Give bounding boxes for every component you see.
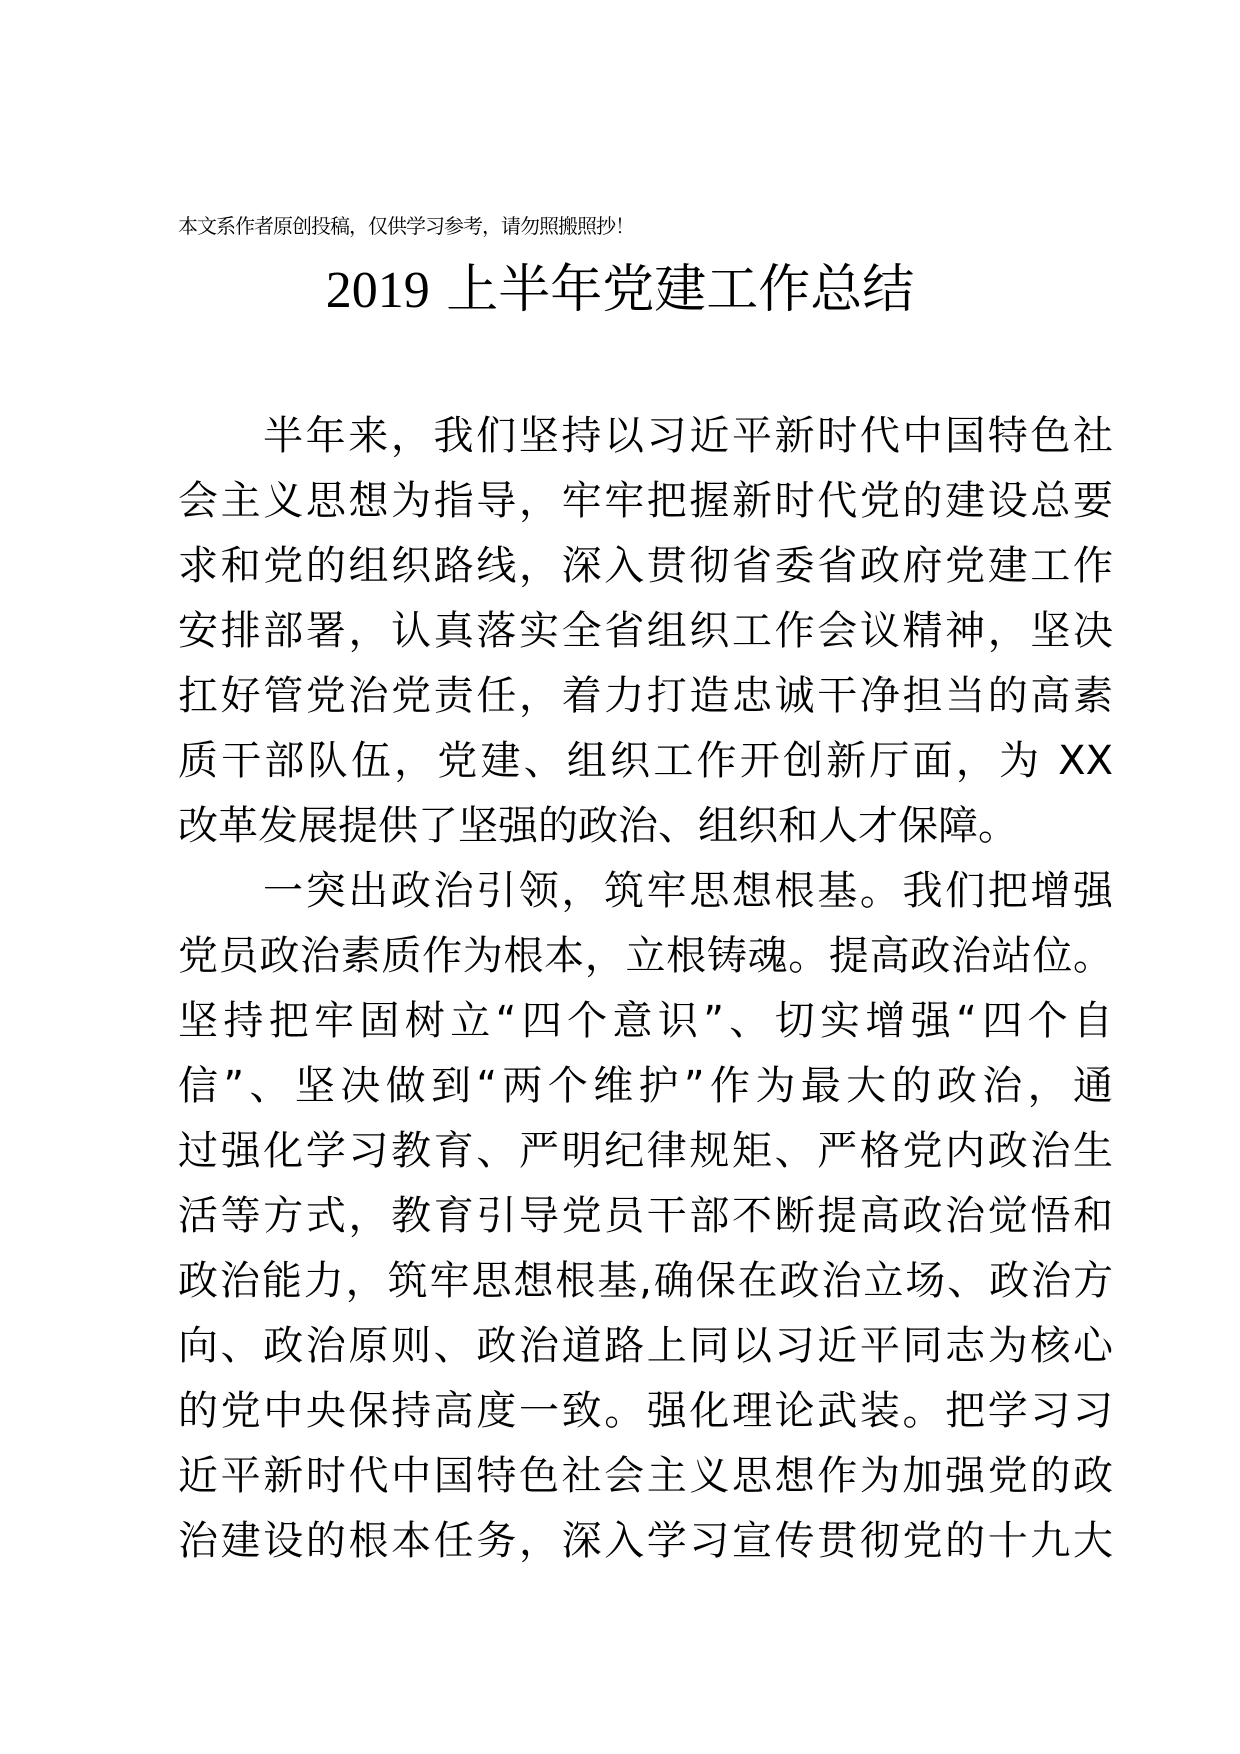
body-line: 坚持把牢固树立“四个意识”、切实增强“四个自	[178, 998, 1113, 1044]
body-line: 改革发展提供了坚强的政治、组织和人才保障。	[178, 803, 1018, 849]
body-line: 安排部署，认真落实全省组织工作会议精神，坚决	[178, 608, 1113, 654]
body-line: 质干部队伍，党建、组织工作开创新厅面，为 XX	[178, 738, 1113, 784]
body-line: 向、政治原则、政治道路上同以习近平同志为核心	[178, 1323, 1113, 1369]
body-line: 信”、坚决做到“两个维护”作为最大的政治，通	[178, 1063, 1113, 1109]
body-line: 会主义思想为指导，牢牢把握新时代党的建设总要	[178, 478, 1113, 524]
title-text: 上半年党建工作总结	[446, 260, 915, 320]
body-line: 一突出政治引领，筑牢思想根基。我们把增强	[263, 868, 1113, 914]
body-line: 求和党的组织路线，深入贯彻省委省政府党建工作	[178, 543, 1113, 589]
document-body	[178, 404, 1113, 1574]
copyright-notice: 本文系作者原创投稿，仅供学习参考，请勿照搬照抄！	[178, 214, 634, 238]
document-title	[0, 258, 1240, 323]
body-line: 政治能力，筑牢思想根基,确保在政治立场、政治方	[178, 1258, 1113, 1304]
body-line: 党员政治素质作为根本，立根铸魂。提高政治站位。	[178, 933, 1113, 979]
body-line: 治建设的根本任务，深入学习宣传贯彻党的十九大	[178, 1518, 1113, 1564]
body-line: 扛好管党治党责任，着力打造忠诚干净担当的高素	[178, 673, 1113, 719]
body-line: 的党中央保持高度一致。强化理论武装。把学习习	[178, 1388, 1113, 1434]
title-year: 2019	[325, 262, 430, 319]
body-line: 半年来，我们坚持以习近平新时代中国特色社	[263, 413, 1113, 459]
body-line: 过强化学习教育、严明纪律规矩、严格党内政治生	[178, 1128, 1113, 1174]
body-line: 活等方式，教育引导党员干部不断提高政治觉悟和	[178, 1193, 1113, 1239]
body-line: 近平新时代中国特色社会主义思想作为加强党的政	[178, 1453, 1113, 1499]
